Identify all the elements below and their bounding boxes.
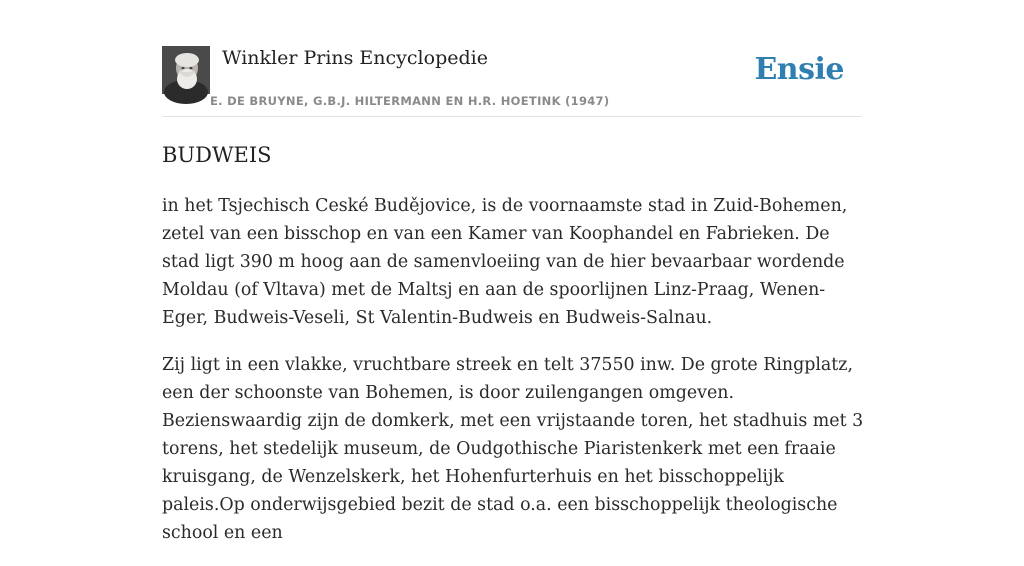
article-paragraph: Zij ligt in een vlakke, vruchtbare streek en telt 37550 inw. De grote Ringplatz, een der schoonste van Bohemen, is door zuilengangen omgeven. Bezienswaardig zijn de domkerk, met een vrijstaande toren, het stadhuis met 3 torens, het stedelijk museum, de Oudgothische Piaristenkerk met een fraaie kruisgang, de Wenzelskerk, het Hohenfurterhuis en het bisschoppelijk paleis.Op onderwijsgebied bezit de stad o.a. een bisschoppelijk theologische school en een <box>162 355 864 543</box>
brand-logo[interactable]: Ensie <box>754 52 844 87</box>
article-paragraph: in het Tsjechisch Ceské Budějovice, is de voornaamste stad in Zuid-Bohemen, zetel van een bisschop en van een Kamer van Koophandel en Fabrieken. De stad ligt 390 m hoog aan de samenvloeiing van de hier bevaarbaar wordende Moldau (of Vltava) met de Maltsj en aan de spoorlijnen Linz-Praag, Wenen-Eger, Budweis-Veseli, St Valentin-Budweis en Budweis-Salnau. <box>162 196 848 328</box>
author-portrait-icon[interactable] <box>162 46 210 94</box>
portrait-graphic <box>162 46 210 94</box>
source-title[interactable]: Winkler Prins Encyclopedie <box>222 47 488 69</box>
article-body <box>162 192 864 566</box>
source-authors: E. DE BRUYNE, G.B.J. HILTERMANN EN H.R. HOETINK (1947) <box>210 94 610 108</box>
source-header <box>162 0 862 117</box>
article-title: BUDWEIS <box>162 143 272 167</box>
